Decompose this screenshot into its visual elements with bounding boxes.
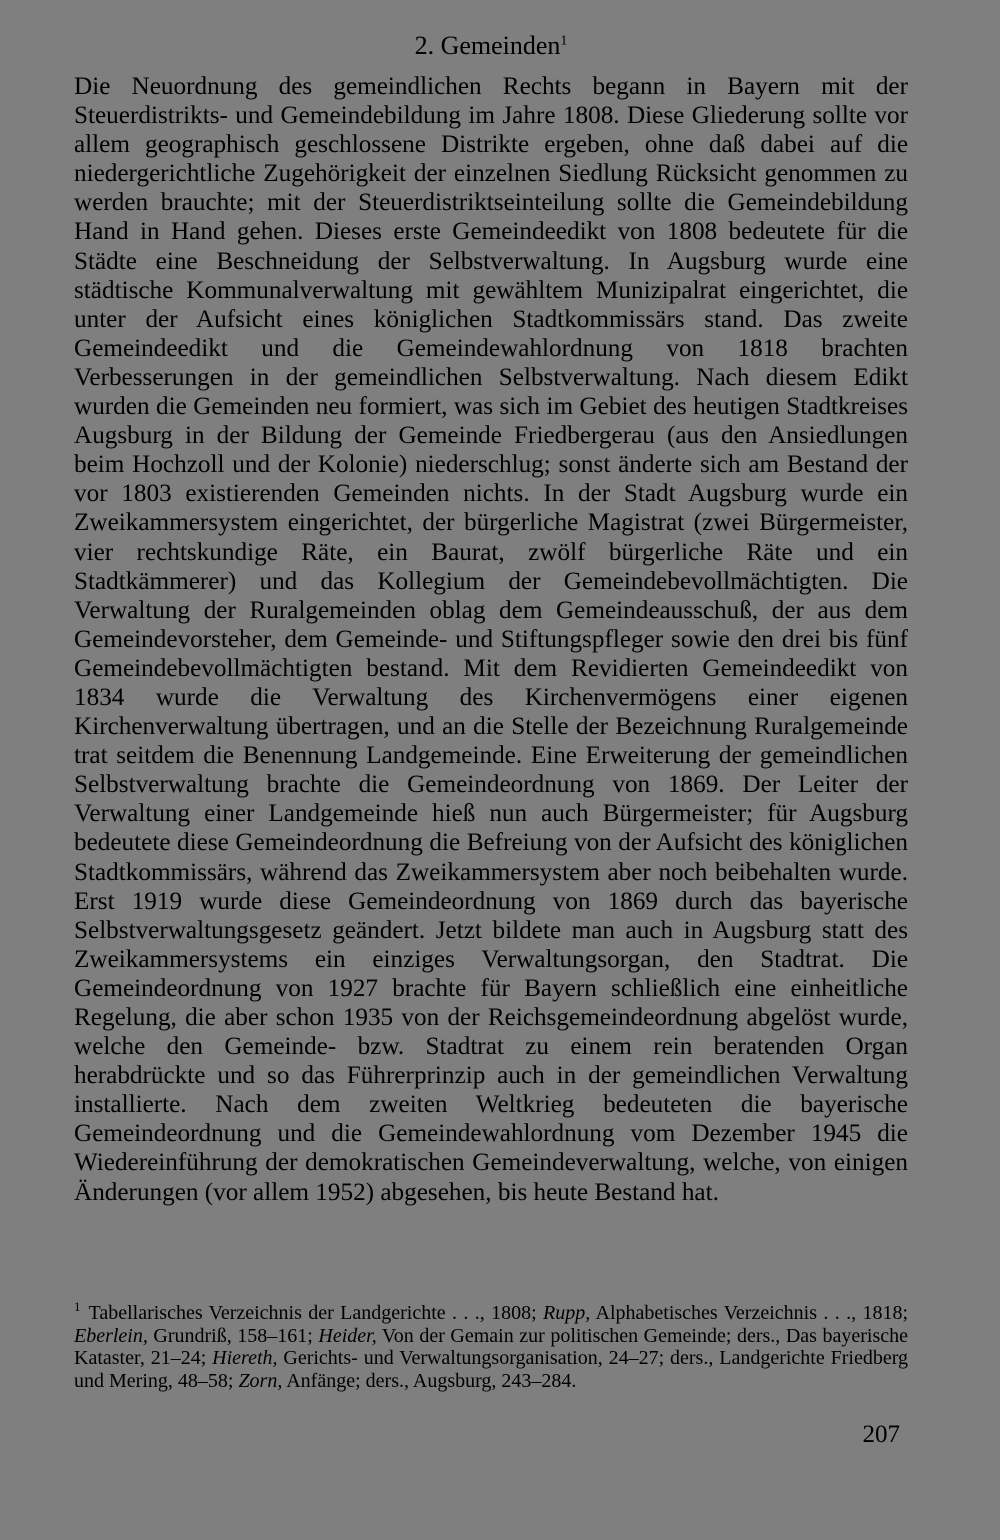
section-heading-text: 2. Gemeinden [414,31,561,60]
footnote-segment: Grundriß, 158–161; [147,1324,319,1347]
footnote [74,1299,908,1392]
footnote-segment: Tabellarisches Verzeichnis der Landgerichte . . ., 1808; [88,1302,544,1324]
footnote-segment: Gerichts- und Verwaltungsorganisation, 24–27; ders., Landgerichte Friedberg und Mering, 48–58; [74,1347,908,1392]
footnote-text [74,1302,908,1392]
footnote-author: Eberlein, [74,1324,148,1347]
body-paragraph: Die Neuordnung des gemeindlichen Rechts begann in Bayern mit der Steuerdistrikts- und Gemeindebildung im Jahre 1808. Diese Gliederung sollte vor allem geographisch geschlossene Distrikte ergeben, ohne daß dabei auf die niedergerichtliche Zugehörigkeit der einzelnen Siedlung Rücksicht genommen zu werden brauchte; mit der Steuerdistriktseinteilung sollte die Gemeindebildung Hand in Hand gehen. Dieses erste Gemeindeedikt von 1808 bedeutete für die Städte eine Beschneidung der Selbstverwaltung. In Augsburg wurde eine städtische Kommunalverwaltung mit gewähltem Munizipalrat eingerichtet, die unter der Aufsicht eines königlichen Stadtkommissärs stand. Das zweite Gemeindeedikt und die Gemeindewahlordnung von 1818 brachten Verbesserungen in der gemeindlichen Selbstverwaltung. Nach diesem Edikt wurden die Gemeinden neu formiert, was sich im Gebiet des heutigen Stadtkreises Augsburg in der Bildung der Gemeinde Friedbergerau (aus den Ansiedlungen beim Hochzoll und der Kolonie) niederschlug; sonst änderte sich am Bestand der vor 1803 existierenden Gemeinden nichts. In der Stadt Augsburg wurde ein Zweikammersystem eingerichtet, der bürgerliche Magistrat (zwei Bürgermeister, vier rechtskundige Räte, ein Baurat, zwölf bürgerliche Räte und ein Stadtkämmerer) und das Kollegium der Gemeindebevollmächtigten. Die Verwaltung der Ruralgemeinden oblag dem Gemeindeausschuß, der aus dem Gemeindevorsteher, dem Gemeinde- und Stiftungspfleger sowie den drei bis fünf Gemeindebevollmächtigten bestand. Mit dem Revidierten Gemeindeedikt von 1834 wurde die Verwaltung des Kirchenvermögens einer eigenen Kirchenverwaltung übertragen, und an die Stelle der Bezeichnung Ruralgemeinde trat seitdem die Benennung Landgemeinde. Eine Erweiterung der gemeindlichen Selbstverwaltung brachte die Gemeindeordnung von 1869. Der Leiter der Verwaltung einer Landgemeinde hieß nun auch Bürgermeister; für Augsburg bedeutete diese Gemeindeordnung die Befreiung von der Aufsicht des königlichen Stadtkommissärs, während das Zweikammersystem aber noch beibehalten wurde. Erst 1919 wurde diese Gemeindeordnung von 1869 durch das bayerische Selbstverwaltungsgesetz geändert. Jetzt bildete man auch in Augsburg statt des Zweikammersystems ein einziges Verwaltungsorgan, den Stadtrat. Die Gemeindeordnung von 1927 brachte für Bayern schließlich eine einheitliche Regelung, die aber schon 1935 von der Reichsgemeindeordnung abgelöst wurde, welche den Gemeinde- bzw. Stadtrat zu einem rein beratenden Organ herabdrückte und so das Führerprinzip auch in der gemeindlichen Verwaltung installierte. Nach dem zweiten Weltkrieg bedeuteten die bayerische Gemeindeordnung und die Gemeindewahlordnung vom Dezember 1945 die Wiedereinführung der demokratischen Gemeindeverwaltung, welche, von einigen Änderungen (vor allem 1952) abgesehen, bis heute Bestand hat. [74,73,908,1206]
footnote-segment: Von der Gemain zur politischen Gemeinde; ders., Das bayerische Kataster, 21–24; [74,1324,908,1369]
footnote-author: Heider, [318,1324,377,1347]
footnote-author: Zorn, [238,1369,283,1392]
footnote-author: Hiereth, [212,1347,278,1369]
footnote-segment: Alphabetisches Verzeichnis . . ., 1818; [590,1302,908,1324]
document-page [74,30,908,1392]
section-heading [74,30,908,62]
page-number: 207 [862,1421,900,1448]
footnote-segment: Anfänge; ders., Augsburg, 243–284. [282,1369,577,1392]
footnote-author: Rupp, [543,1302,591,1324]
heading-footnote-marker: 1 [560,33,568,49]
footnote-marker: 1 [74,1299,81,1315]
